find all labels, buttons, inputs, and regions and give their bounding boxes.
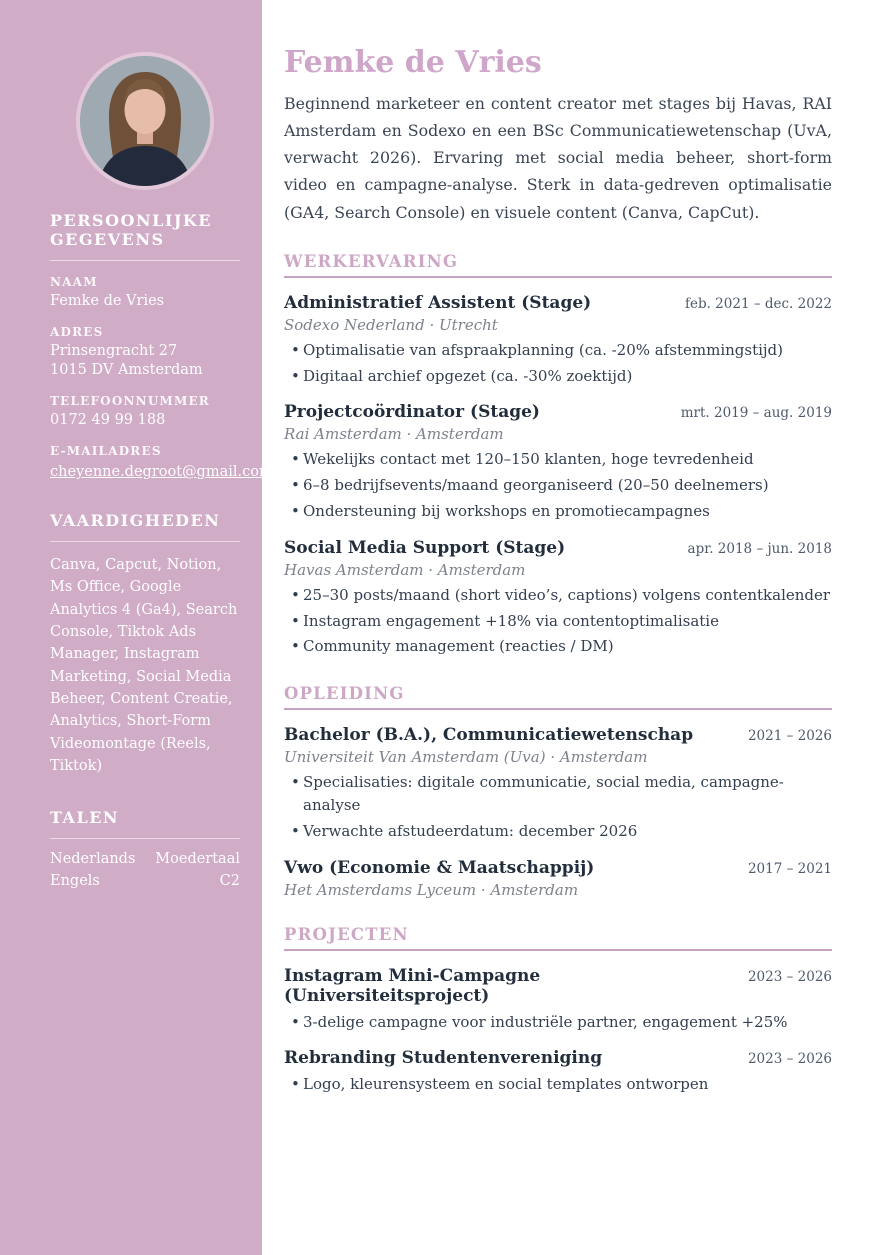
profile-summary: Beginnend marketeer en content creator met stages bij Havas, RAI Amsterdam en Sodexo en een BSc Communicatiewetenschap (UvA, verwacht 2026). Ervaring met social media beheer, short-form video en campagne-analyse. Sterk in data-gedreven optimalisatie (GA4, Search Console) en visuele content (Canva, CapCut). — [284, 94, 832, 222]
language-name: Engels — [50, 873, 100, 890]
education-entry — [284, 858, 832, 899]
bullet-item: • Logo, kleurensysteem en social templates ontworpen — [284, 1073, 832, 1096]
bullet-item: • Optimalisatie van afspraakplanning (ca. -20% afstemmingstijd) — [284, 339, 832, 362]
field-name — [50, 275, 240, 311]
field-phone-label: TELEFOONNUMMER — [50, 394, 210, 409]
sidebar-heading-personal: PERSOONLIJKE GEGEVENS — [50, 212, 240, 261]
field-address-label: ADRES — [50, 324, 104, 339]
job-dates: mrt. 2019 – aug. 2019 — [680, 405, 832, 422]
skills-list: Canva, Capcut, Notion, Ms Office, Google Analytics 4 (Ga4), Search Console, Tiktok Ads Manager, Instagram Marketing, Social Media Beheer, Content Creatie, Analytics, Short-Form Videomontage (Reels, Tiktok) — [50, 557, 238, 775]
degree-dates: 2017 – 2021 — [747, 860, 832, 877]
field-name-value: Femke de Vries — [50, 292, 165, 309]
language-name: Nederlands — [50, 851, 136, 868]
school-name: Het Amsterdams Lyceum · Amsterdam — [284, 880, 579, 899]
bullet-item: • Verwachte afstudeerdatum: december 2026 — [284, 820, 832, 843]
job-title: Social Media Support (Stage) — [284, 537, 566, 558]
section-heading-education: OPLEIDING — [284, 684, 832, 710]
profile-photo — [76, 52, 214, 190]
experience-entry — [284, 538, 832, 658]
experience-entry — [284, 402, 832, 522]
project-bullets — [284, 1011, 832, 1034]
sidebar-heading-languages: TALEN — [50, 809, 240, 839]
education-entry — [284, 725, 832, 842]
job-company: Havas Amsterdam · Amsterdam — [284, 560, 526, 579]
entry-head — [284, 858, 832, 878]
language-row-dutch — [50, 849, 240, 871]
section-heading-projects: PROJECTEN — [284, 925, 832, 951]
job-title: Projectcoördinator (Stage) — [284, 402, 540, 423]
field-phone — [50, 394, 240, 430]
sidebar — [0, 0, 273, 1255]
field-address-line1: Prinsengracht 27 — [50, 342, 178, 359]
project-dates: 2023 – 2026 — [747, 968, 832, 985]
job-bullets — [284, 584, 832, 658]
degree-bullets — [284, 771, 832, 842]
bullet-item: • 25–30 posts/maand (short video’s, captions) volgens contentkalender — [284, 584, 832, 607]
bullet-item: • Instagram engagement +18% via contentoptimalisatie — [284, 610, 832, 633]
email-link[interactable]: cheyenne.degroot@gmail.com — [50, 464, 273, 481]
project-entry — [284, 966, 832, 1034]
school-name: Universiteit Van Amsterdam (Uva) · Amsterdam — [284, 748, 648, 767]
language-level: C2 — [219, 873, 240, 890]
language-rows — [50, 849, 240, 893]
entry-head — [284, 402, 832, 422]
experience-entry — [284, 293, 832, 388]
field-email-label: E-MAILADRES — [50, 444, 162, 459]
bullet-item: • Community management (reacties / DM) — [284, 635, 832, 658]
entry-head — [284, 1048, 832, 1068]
project-dates: 2023 – 2026 — [747, 1051, 832, 1068]
degree-title: Vwo (Economie & Maatschappij) — [284, 857, 595, 878]
job-title: Administratief Assistent (Stage) — [284, 292, 592, 313]
field-address-line2: 1015 DV Amsterdam — [50, 362, 203, 378]
job-dates: feb. 2021 – dec. 2022 — [684, 295, 832, 312]
bullet-item: • Ondersteuning bij workshops en promotiecampagnes — [284, 500, 832, 523]
project-title: Instagram Mini-Campagne (Universiteitsproject) — [284, 965, 541, 1006]
entry-head — [284, 966, 832, 1006]
job-bullets — [284, 339, 832, 388]
bullet-item: • 6–8 bedrijfsevents/maand georganiseerd (20–50 deelnemers) — [284, 474, 832, 497]
entry-head — [284, 725, 832, 745]
project-bullets — [284, 1073, 832, 1096]
field-email — [50, 444, 273, 481]
project-entry — [284, 1048, 832, 1096]
field-phone-value: 0172 49 99 188 — [50, 412, 166, 429]
degree-dates: 2021 – 2026 — [747, 728, 832, 745]
profile-photo-illustration — [80, 56, 210, 186]
entry-head — [284, 538, 832, 558]
language-row-english — [50, 871, 240, 893]
bullet-item: • Specialisaties: digitale communicatie, social media, campagne-analyse — [284, 771, 832, 817]
job-company: Sodexo Nederland · Utrecht — [284, 315, 498, 334]
bullet-item: • Wekelijks contact met 120–150 klanten, hoge tevredenheid — [284, 448, 832, 471]
job-dates: apr. 2018 – jun. 2018 — [687, 540, 832, 557]
section-heading-experience: WERKERVARING — [284, 252, 832, 278]
language-level: Moedertaal — [155, 851, 240, 868]
degree-title: Bachelor (B.A.), Communicatiewetenschap — [284, 725, 694, 746]
field-address — [50, 325, 240, 380]
main-content — [262, 0, 883, 1255]
job-company: Rai Amsterdam · Amsterdam — [284, 425, 504, 444]
entry-head — [284, 293, 832, 313]
page-title: Femke de Vries — [284, 45, 542, 80]
field-name-label: NAAM — [50, 274, 98, 289]
sidebar-heading-skills: VAARDIGHEDEN — [50, 512, 240, 542]
job-bullets — [284, 448, 832, 522]
bullet-item: • Digitaal archief opgezet (ca. -30% zoektijd) — [284, 365, 832, 388]
bullet-item: • 3-delige campagne voor industriële partner, engagement +25% — [284, 1011, 832, 1034]
project-title: Rebranding Studentenvereniging — [284, 1048, 603, 1069]
